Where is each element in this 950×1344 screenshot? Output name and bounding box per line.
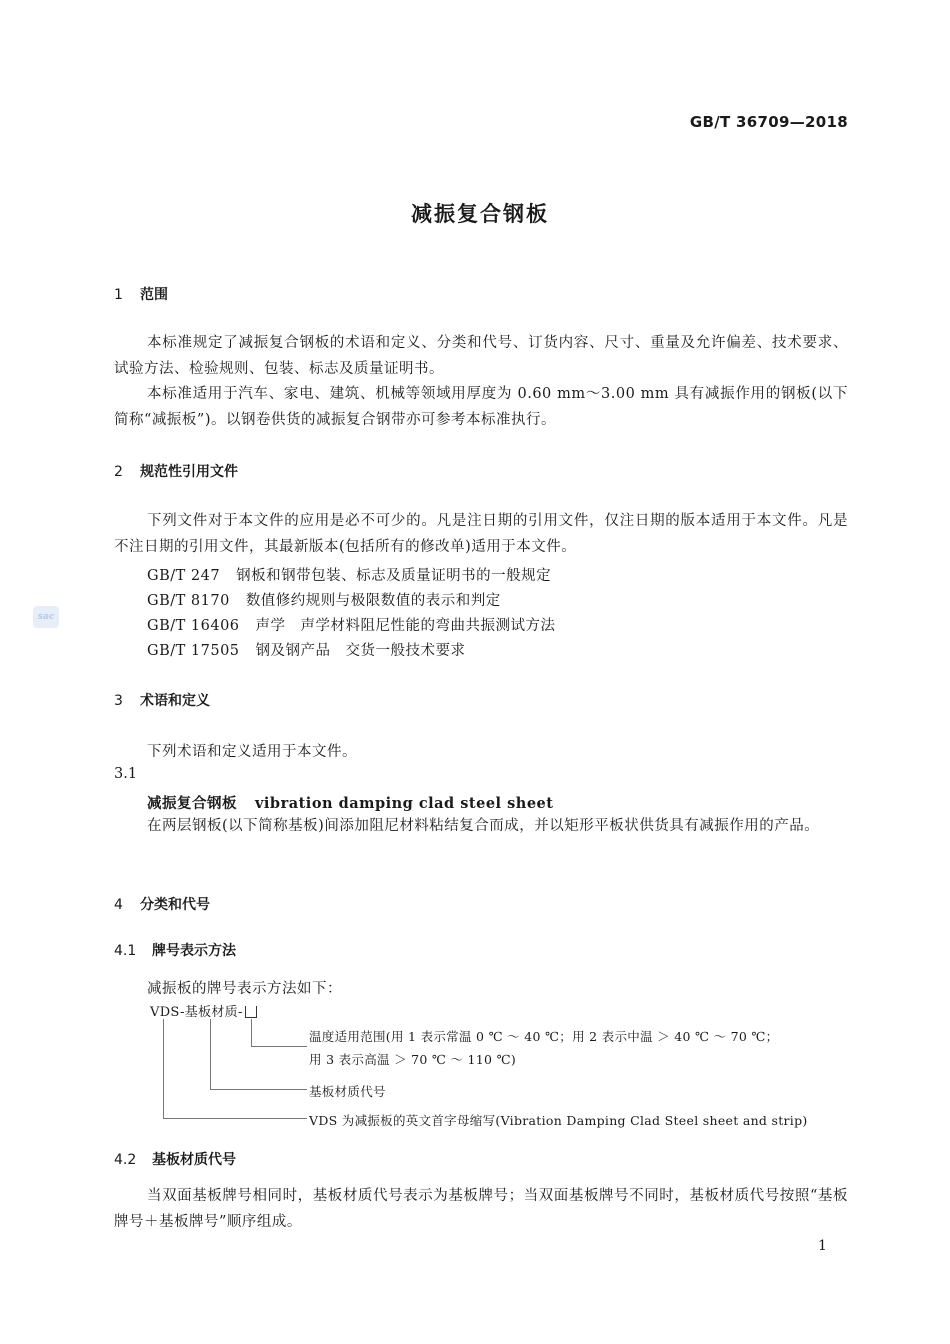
designation-text: VDS-基板材质-: [150, 1005, 243, 1020]
subsection-number: 4.2: [114, 1152, 137, 1168]
reference-item: [147, 564, 551, 585]
section-3-heading: [114, 690, 210, 710]
section-number: 3: [114, 693, 123, 709]
material-code-label: 基板材质代号: [309, 1084, 386, 1099]
placeholder-box: [245, 1006, 257, 1018]
section-1-paragraph-2: 本标准适用于汽车、家电、建筑、机械等领域用厚度为 0.60 mm～3.00 mm 具有减振作用的钢板(以下简称“减振板”)。以钢卷供货的减振复合钢带亦可参考本标准执行。: [114, 386, 848, 428]
section-title: 范围: [140, 287, 168, 303]
leader-line: [251, 1046, 307, 1047]
leader-line: [210, 1089, 307, 1090]
reference-code: GB/T 16406: [147, 618, 240, 634]
reference-code: GB/T 17505: [147, 643, 240, 659]
reference-code: GB/T 247: [147, 568, 221, 584]
standard-code: GB/T 36709—2018: [689, 113, 848, 131]
section-4-heading: [114, 894, 210, 914]
section-number: 4: [114, 897, 123, 913]
term-english: vibration damping clad steel sheet: [255, 795, 554, 812]
temperature-range-label: 温度适用范围(用 1 表示常温 0 ℃ ～ 40 ℃；用 2 表示中温 ＞ 40 ℃ ～ 70 ℃；: [309, 1029, 779, 1044]
leader-line: [210, 1019, 211, 1089]
subsection-title: 基板材质代号: [152, 1152, 236, 1168]
reference-title: 钢板和钢带包装、标志及质量证明书的一般规定: [236, 568, 552, 584]
section-title: 规范性引用文件: [140, 464, 238, 480]
section-2-heading: [114, 461, 238, 481]
subsection-4-1-heading: [114, 940, 236, 960]
section-number: 1: [114, 287, 123, 303]
subsection-4-2-heading: [114, 1149, 236, 1169]
reference-item: [147, 589, 501, 610]
leader-line: [251, 1019, 252, 1046]
reference-item: [147, 614, 556, 635]
term-number: 3.1: [114, 766, 138, 782]
reference-title: 钢及钢产品 交货一般技术要求: [255, 643, 466, 659]
reference-title: 数值修约规则与极限数值的表示和判定: [245, 593, 501, 609]
leader-line: [163, 1019, 164, 1118]
document-title: 减振复合钢板: [411, 202, 549, 226]
section-1-paragraph-1: 本标准规定了减振复合钢板的术语和定义、分类和代号、订货内容、尺寸、重量及允许偏差、技术要求、试验方法、检验规则、包装、标志及质量证明书。: [114, 335, 848, 377]
term-entry: [147, 792, 553, 813]
sac-watermark-logo: sac: [33, 606, 59, 628]
section-1-heading: [114, 284, 168, 304]
reference-title: 声学 声学材料阻尼性能的弯曲共振测试方法: [255, 618, 556, 634]
designation-intro: 减振板的牌号表示方法如下：: [147, 981, 342, 997]
section-title: 分类和代号: [140, 897, 210, 913]
subsection-4-2-paragraph: 当双面基板牌号相同时，基板材质代号表示为基板牌号；当双面基板牌号不同时，基板材质代号按照“基板牌号＋基板牌号”顺序组成。: [114, 1188, 848, 1230]
term-chinese: 减振复合钢板: [147, 796, 237, 812]
section-title: 术语和定义: [140, 693, 210, 709]
designation-pattern: [150, 1001, 257, 1020]
leader-line: [163, 1118, 307, 1119]
subsection-number: 4.1: [114, 943, 137, 959]
reference-code: GB/T 8170: [147, 593, 230, 609]
vds-label: VDS 为减振板的英文首字母缩写(Vibration Damping Clad Steel sheet and strip): [309, 1113, 808, 1128]
term-definition: 在两层钢板(以下简称基板)间添加阻尼材料粘结复合而成，并以矩形平板状供货具有减振作用的产品。: [147, 818, 820, 834]
section-2-intro: 下列文件对于本文件的应用是必不可少的。凡是注日期的引用文件，仅注日期的版本适用于本文件。凡是不注日期的引用文件，其最新版本(包括所有的修改单)适用于本文件。: [114, 513, 848, 555]
subsection-title: 牌号表示方法: [152, 943, 236, 959]
section-number: 2: [114, 464, 123, 480]
temperature-range-label-2: 用 3 表示高温 ＞ 70 ℃ ～ 110 ℃): [309, 1052, 517, 1067]
reference-item: [147, 639, 466, 660]
section-3-intro: 下列术语和定义适用于本文件。: [147, 744, 357, 760]
page-number: 1: [818, 1238, 827, 1254]
